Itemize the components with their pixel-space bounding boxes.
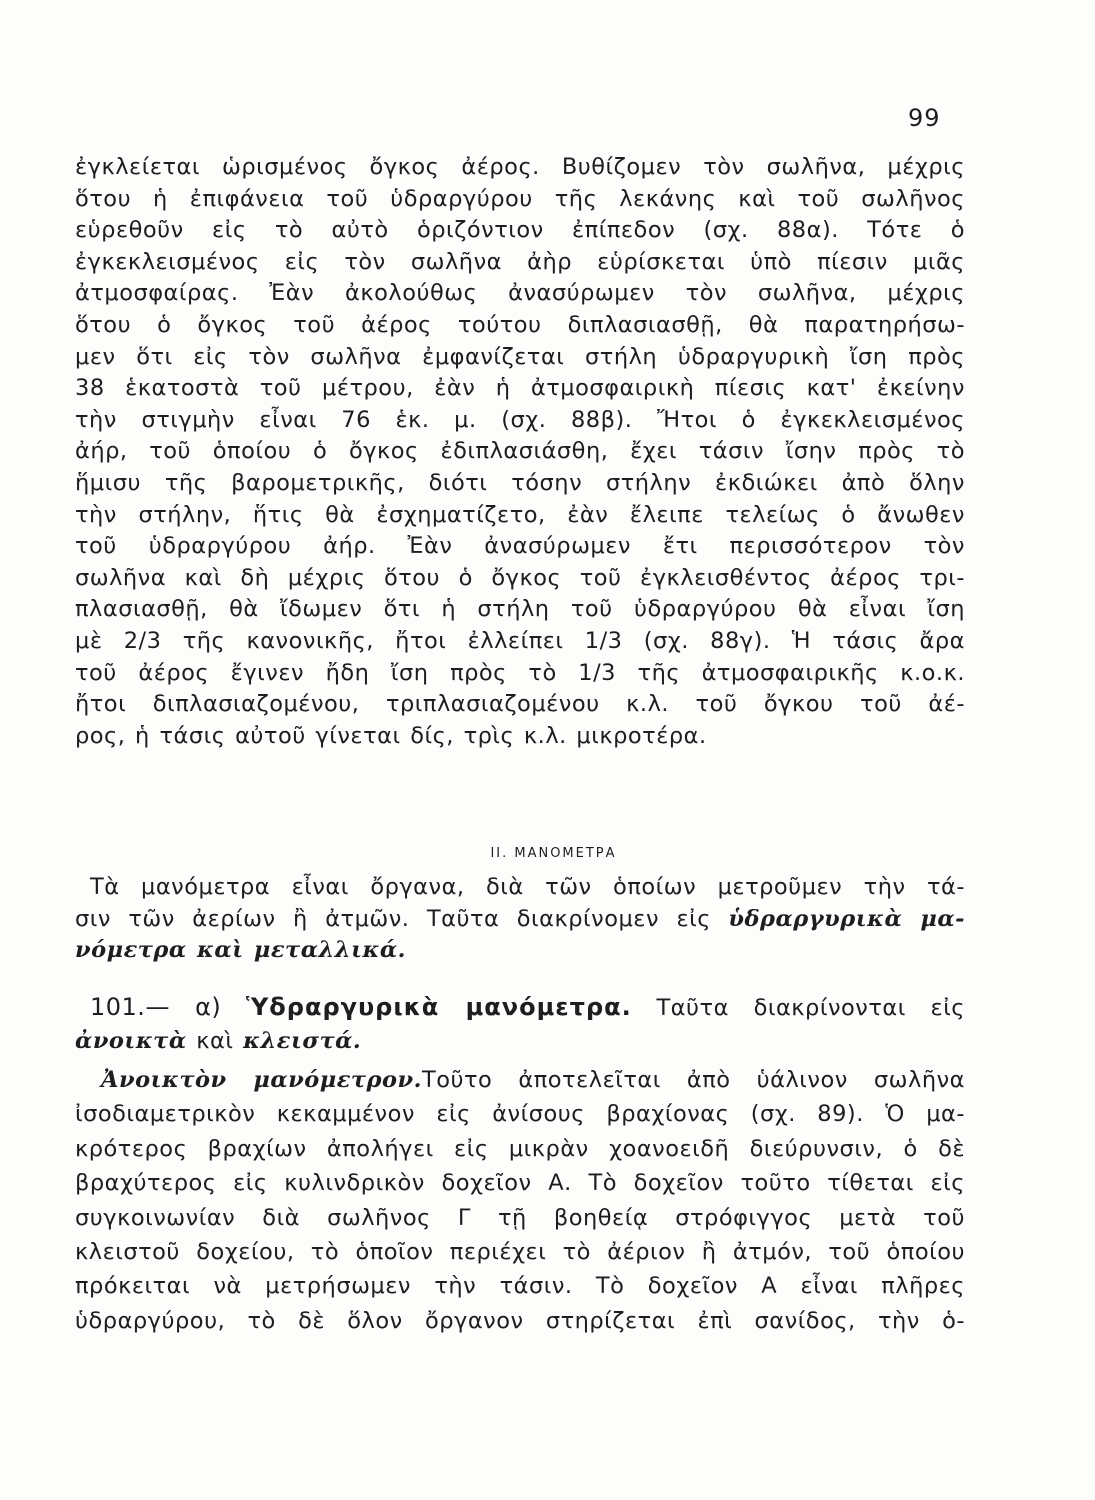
text-line: ρος, ἡ τάσις αὐτοῦ γίνεται δίς, τρὶς κ.λ. μικροτέρα. bbox=[75, 722, 707, 749]
page-number: 99 bbox=[908, 104, 941, 132]
text-line: κλειστοῦ δοχείου, τὸ ὁποῖον περιέχει τὸ ἀέριον ἢ ἀτμόν, τοῦ ὁποίου bbox=[75, 1238, 965, 1265]
text-line: μὲ 2/3 τῆς κανονικῆς, ἤτοι ἐλλείπει 1/3 (σχ. 88γ). Ἡ τάσις ἄρα bbox=[75, 627, 965, 654]
text-line: σωλῆνα καὶ δὴ μέχρις ὅτου ὁ ὄγκος τοῦ ἐγκλεισθέντος ἀέρος τρι- bbox=[75, 564, 965, 591]
text-line: ὅτου ὁ ὄγκος τοῦ ἀέρος τούτου διπλασιασθῇ, θὰ παρατηρήσω- bbox=[75, 311, 965, 338]
text-segment: Ταῦτα διακρίνονται εἰς bbox=[656, 995, 966, 1021]
emphasis-mercury-manometers: ὑδραργυρικὰ μα- bbox=[728, 905, 965, 932]
text-line: βραχύτερος εἰς κυλινδρικὸν δοχεῖον Α. Τὸ δοχεῖον τοῦτο τίθεται εἰς bbox=[75, 1170, 965, 1197]
text-line: τοῦ ὑδραργύρου ἀήρ. Ἐὰν ἀνασύρωμεν ἔτι περισσότερον τὸν bbox=[75, 533, 965, 560]
text-line bbox=[75, 1063, 965, 1097]
text-segment: σιν τῶν ἀερίων ἢ ἀτμῶν. Ταῦτα διακρίνομεν εἰς bbox=[75, 905, 711, 932]
text-line: πρόκειται νὰ μετρήσωμεν τὴν τάσιν. Τὸ δοχεῖον Α εἶναι πλῆρες bbox=[75, 1273, 965, 1300]
paragraph-boyle-law bbox=[75, 152, 965, 752]
text-line: τὴν στήλην, ἥτις θὰ ἐσχηματίζετο, ἐὰν ἔλειπε τελείως ὁ ἄνωθεν bbox=[75, 501, 965, 528]
text-line bbox=[75, 935, 965, 967]
text-line: 38 ἑκατοστὰ τοῦ μέτρου, ἐὰν ἡ ἀτμοσφαιρικὴ πίεσις κατ' ἐκείνην bbox=[75, 375, 965, 402]
text-line: κρότερος βραχίων ἀπολήγει εἰς μικρὰν χοανοειδῆ διεύρυνσιν, ὁ δὲ bbox=[75, 1135, 965, 1162]
text-line: ἀτμοσφαίρας. Ἐὰν ἀκολούθως ἀνασύρωμεν τὸν σωλῆνα, μέχρις bbox=[75, 280, 965, 307]
text-line: συγκοινωνίαν διὰ σωλῆνος Γ τῇ βοηθείᾳ στρόφιγγος μετὰ τοῦ bbox=[75, 1204, 965, 1231]
section-heading-manometers: II. ΜΑΝΟΜΕΤΡΑ bbox=[490, 846, 617, 861]
paragraph-open-manometer bbox=[75, 1063, 965, 1338]
emphasis-open: ἀνοικτὰ bbox=[75, 1028, 187, 1054]
text-line: ἐγκεκλεισμένος εἰς τὸν σωλῆνα ἀὴρ εὑρίσκεται ὑπὸ πίεσιν μιᾶς bbox=[75, 248, 965, 275]
text-line: ὑδραργύρου, τὸ δὲ ὅλον ὄργανον στηρίζεται ἐπὶ σανίδος, τὴν ὁ- bbox=[75, 1307, 965, 1334]
text-line: ὅτου ἡ ἐπιφάνεια τοῦ ὑδραργύρου τῆς λεκάνης καὶ τοῦ σωλῆνος bbox=[75, 185, 965, 212]
text-line bbox=[75, 904, 965, 936]
section-101 bbox=[75, 990, 965, 1058]
text-line: Τὰ μανόμετρα εἶναι ὄργανα, διὰ τῶν ὁποίων μετροῦμεν τὴν τά- bbox=[90, 874, 965, 900]
text-line bbox=[75, 990, 965, 1024]
text-line: εὑρεθοῦν εἰς τὸ αὐτὸ ὁριζόντιον ἐπίπεδον (σχ. 88α). Τότε ὁ bbox=[75, 217, 965, 244]
paragraph-manometers-intro bbox=[75, 872, 965, 967]
section-number: 101.— α) bbox=[90, 993, 222, 1021]
emphasis-open-manometer: Ἀνοικτὸν μανόμετρον. bbox=[101, 1067, 422, 1093]
text-segment: καὶ bbox=[196, 1028, 234, 1054]
section-title: Ὑδραργυρικὰ μανόμετρα. bbox=[245, 993, 632, 1021]
text-line: πλασιασθῇ, θὰ ἴδωμεν ὅτι ἡ στήλη τοῦ ὑδραργύρου θὰ εἶναι ἴση bbox=[75, 596, 965, 623]
text-line bbox=[75, 1024, 965, 1058]
emphasis-closed: κλειστά. bbox=[243, 1028, 362, 1054]
text-line: τοῦ ἀέρος ἔγινεν ἤδη ἴση πρὸς τὸ 1/3 τῆς ἀτμοσφαιρικῆς κ.ο.κ. bbox=[75, 659, 965, 686]
text-line: μεν ὅτι εἰς τὸν σωλῆνα ἐμφανίζεται στήλη ὑδραργυρικὴ ἴση πρὸς bbox=[75, 343, 965, 370]
text-line: ἀήρ, τοῦ ὁποίου ὁ ὄγκος ἐδιπλασιάσθη, ἔχει τάσιν ἴσην πρὸς τὸ bbox=[75, 438, 965, 465]
text-segment: Τοῦτο ἀποτελεῖται ἀπὸ ὑάλινον σωλῆνα bbox=[421, 1067, 965, 1093]
text-line: ἐγκλείεται ὡρισμένος ὄγκος ἀέρος. Βυθίζομεν τὸν σωλῆνα, μέχρις bbox=[75, 154, 965, 180]
text-line: ἤτοι διπλασιαζομένου, τριπλασιαζομένου κ.λ. τοῦ ὄγκου τοῦ ἀέ- bbox=[75, 691, 965, 718]
text-line: ἰσοδιαμετρικὸν κεκαμμένον εἰς ἀνίσους βραχίονας (σχ. 89). Ὁ μα- bbox=[75, 1101, 965, 1128]
text-line: τὴν στιγμὴν εἶναι 76 ἑκ. μ. (σχ. 88β). Ἤτοι ὁ ἐγκεκλεισμένος bbox=[75, 406, 965, 433]
emphasis-metallic-manometers: νόμετρα καὶ μεταλλικά. bbox=[75, 937, 406, 963]
text-line: ἥμισυ τῆς βαρομετρικῆς, διότι τόσην στήλην ἐκδιώκει ἀπὸ ὅλην bbox=[75, 469, 965, 496]
